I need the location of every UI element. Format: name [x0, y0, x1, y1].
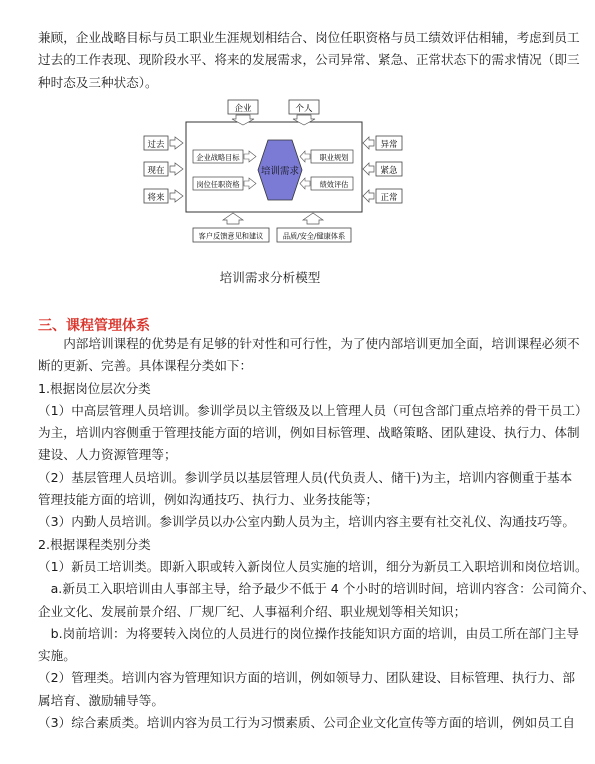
body-line: 管理技能方面的培训，例如沟通技巧、执行力、业务技能等； — [38, 492, 379, 508]
top-box-individual — [289, 100, 319, 125]
body-line: 内部培训课程的优势是有足够的针对性和可行性，为了使内部培训更加全面，培训课程必须不 — [38, 336, 580, 351]
body-line: 建设、人力资源管理等； — [38, 447, 177, 463]
intro-line: 过去的工作表现、现阶段水平、将来的发展需求，公司异常、紧急、正常状态下的需求情况（即三 — [38, 52, 580, 68]
top-box-enterprise — [228, 100, 258, 125]
body-line: 断的更新、完善。具体课程分类如下： — [38, 358, 253, 374]
svg-text:培训需求: 培训需求 — [260, 166, 300, 177]
svg-text:企业: 企业 — [234, 104, 252, 114]
body-text — [38, 333, 595, 734]
right-box-urgent — [363, 162, 402, 176]
body-line: 2.根据课程类别分类 — [38, 536, 151, 552]
body-line: a.新员工入职培训由人事部主导，给予最少不低于 4 个小时的培训时间，培训内容含：公司简介、 — [38, 581, 595, 597]
body-line: 企业文化、发展前景介绍、厂规厂纪、人事福利介绍、职业规划等相关知识； — [38, 603, 467, 619]
svg-text:企业战略目标: 企业战略目标 — [196, 153, 240, 162]
body-line: （3）综合素质类。培训内容为员工行为习惯素质、公司企业文化宣传等方面的培训，例如员工自 — [38, 715, 575, 731]
svg-text:个人: 个人 — [295, 104, 313, 114]
body-line: （3）内勤人员培训。参训学员以办公室内勤人员为主，培训内容主要有社交礼仪、沟通技巧等。 — [38, 514, 575, 530]
svg-text:职业规划: 职业规划 — [319, 153, 349, 162]
svg-text:将来: 将来 — [147, 193, 165, 203]
svg-text:客户反馈意见和建议: 客户反馈意见和建议 — [198, 231, 264, 241]
body-line: （1）中高层管理人员培训。参训学员以主管级及以上管理人员（可包含部门重点培养的骨干员工） — [38, 402, 588, 418]
svg-text:过去: 过去 — [147, 140, 165, 150]
bottom-box-quality — [277, 213, 351, 242]
left-box-past — [144, 136, 183, 150]
svg-text:绩效评估: 绩效评估 — [319, 180, 349, 189]
body-line: （2）基层管理人员培训。参训学员以基层管理人员(代负责人、储干)为主，培训内容侧重于基本 — [38, 469, 573, 485]
body-line: 1.根据岗位层次分类 — [38, 380, 151, 396]
right-box-normal — [363, 189, 402, 203]
center-training-needs — [258, 140, 302, 200]
body-line: （1）新员工培训类。即新入职或转入新岗位人员实施的培训，细分为新员工入职培训和岗位培训。 — [38, 558, 588, 574]
intro-paragraph — [38, 27, 580, 94]
right-box-abnormal — [363, 136, 402, 150]
body-line: （2）管理类。培训内容为管理知识方面的培训，例如领导力、团队建设、目标管理、执行力、部 — [38, 670, 575, 686]
body-line: 属培育、激励辅导等。 — [38, 692, 164, 708]
svg-text:正常: 正常 — [380, 193, 398, 203]
body-line: b.岗前培训：为将要转入岗位的人员进行的岗位操作技能知识方面的培训，由员工所在部门主导 — [38, 625, 579, 641]
svg-text:品质/安全/健康体系: 品质/安全/健康体系 — [282, 231, 346, 241]
training-needs-diagram — [0, 92, 540, 252]
left-box-present — [144, 162, 183, 176]
svg-text:紧急: 紧急 — [380, 166, 398, 176]
body-line: 为主，培训内容侧重于管理技能方面的培训，例如目标管理、战略策略、团队建设、执行力、体制 — [38, 425, 580, 441]
body-line: 实施。 — [38, 648, 76, 664]
left-box-future — [144, 189, 183, 203]
svg-text:异常: 异常 — [380, 140, 398, 150]
diagram-caption: 培训需求分析模型 — [219, 270, 321, 285]
svg-text:现在: 现在 — [147, 166, 165, 176]
bottom-box-feedback — [193, 213, 269, 242]
intro-line: 种时态及三种状态）。 — [38, 74, 158, 90]
section-title: 三、课程管理体系 — [38, 318, 150, 334]
intro-line: 兼顾，企业战略目标与员工职业生涯规划相结合、岗位任职资格与员工绩效评估相辅，考虑到员工 — [38, 30, 580, 45]
svg-text:岗位任职资格: 岗位任职资格 — [196, 180, 240, 189]
